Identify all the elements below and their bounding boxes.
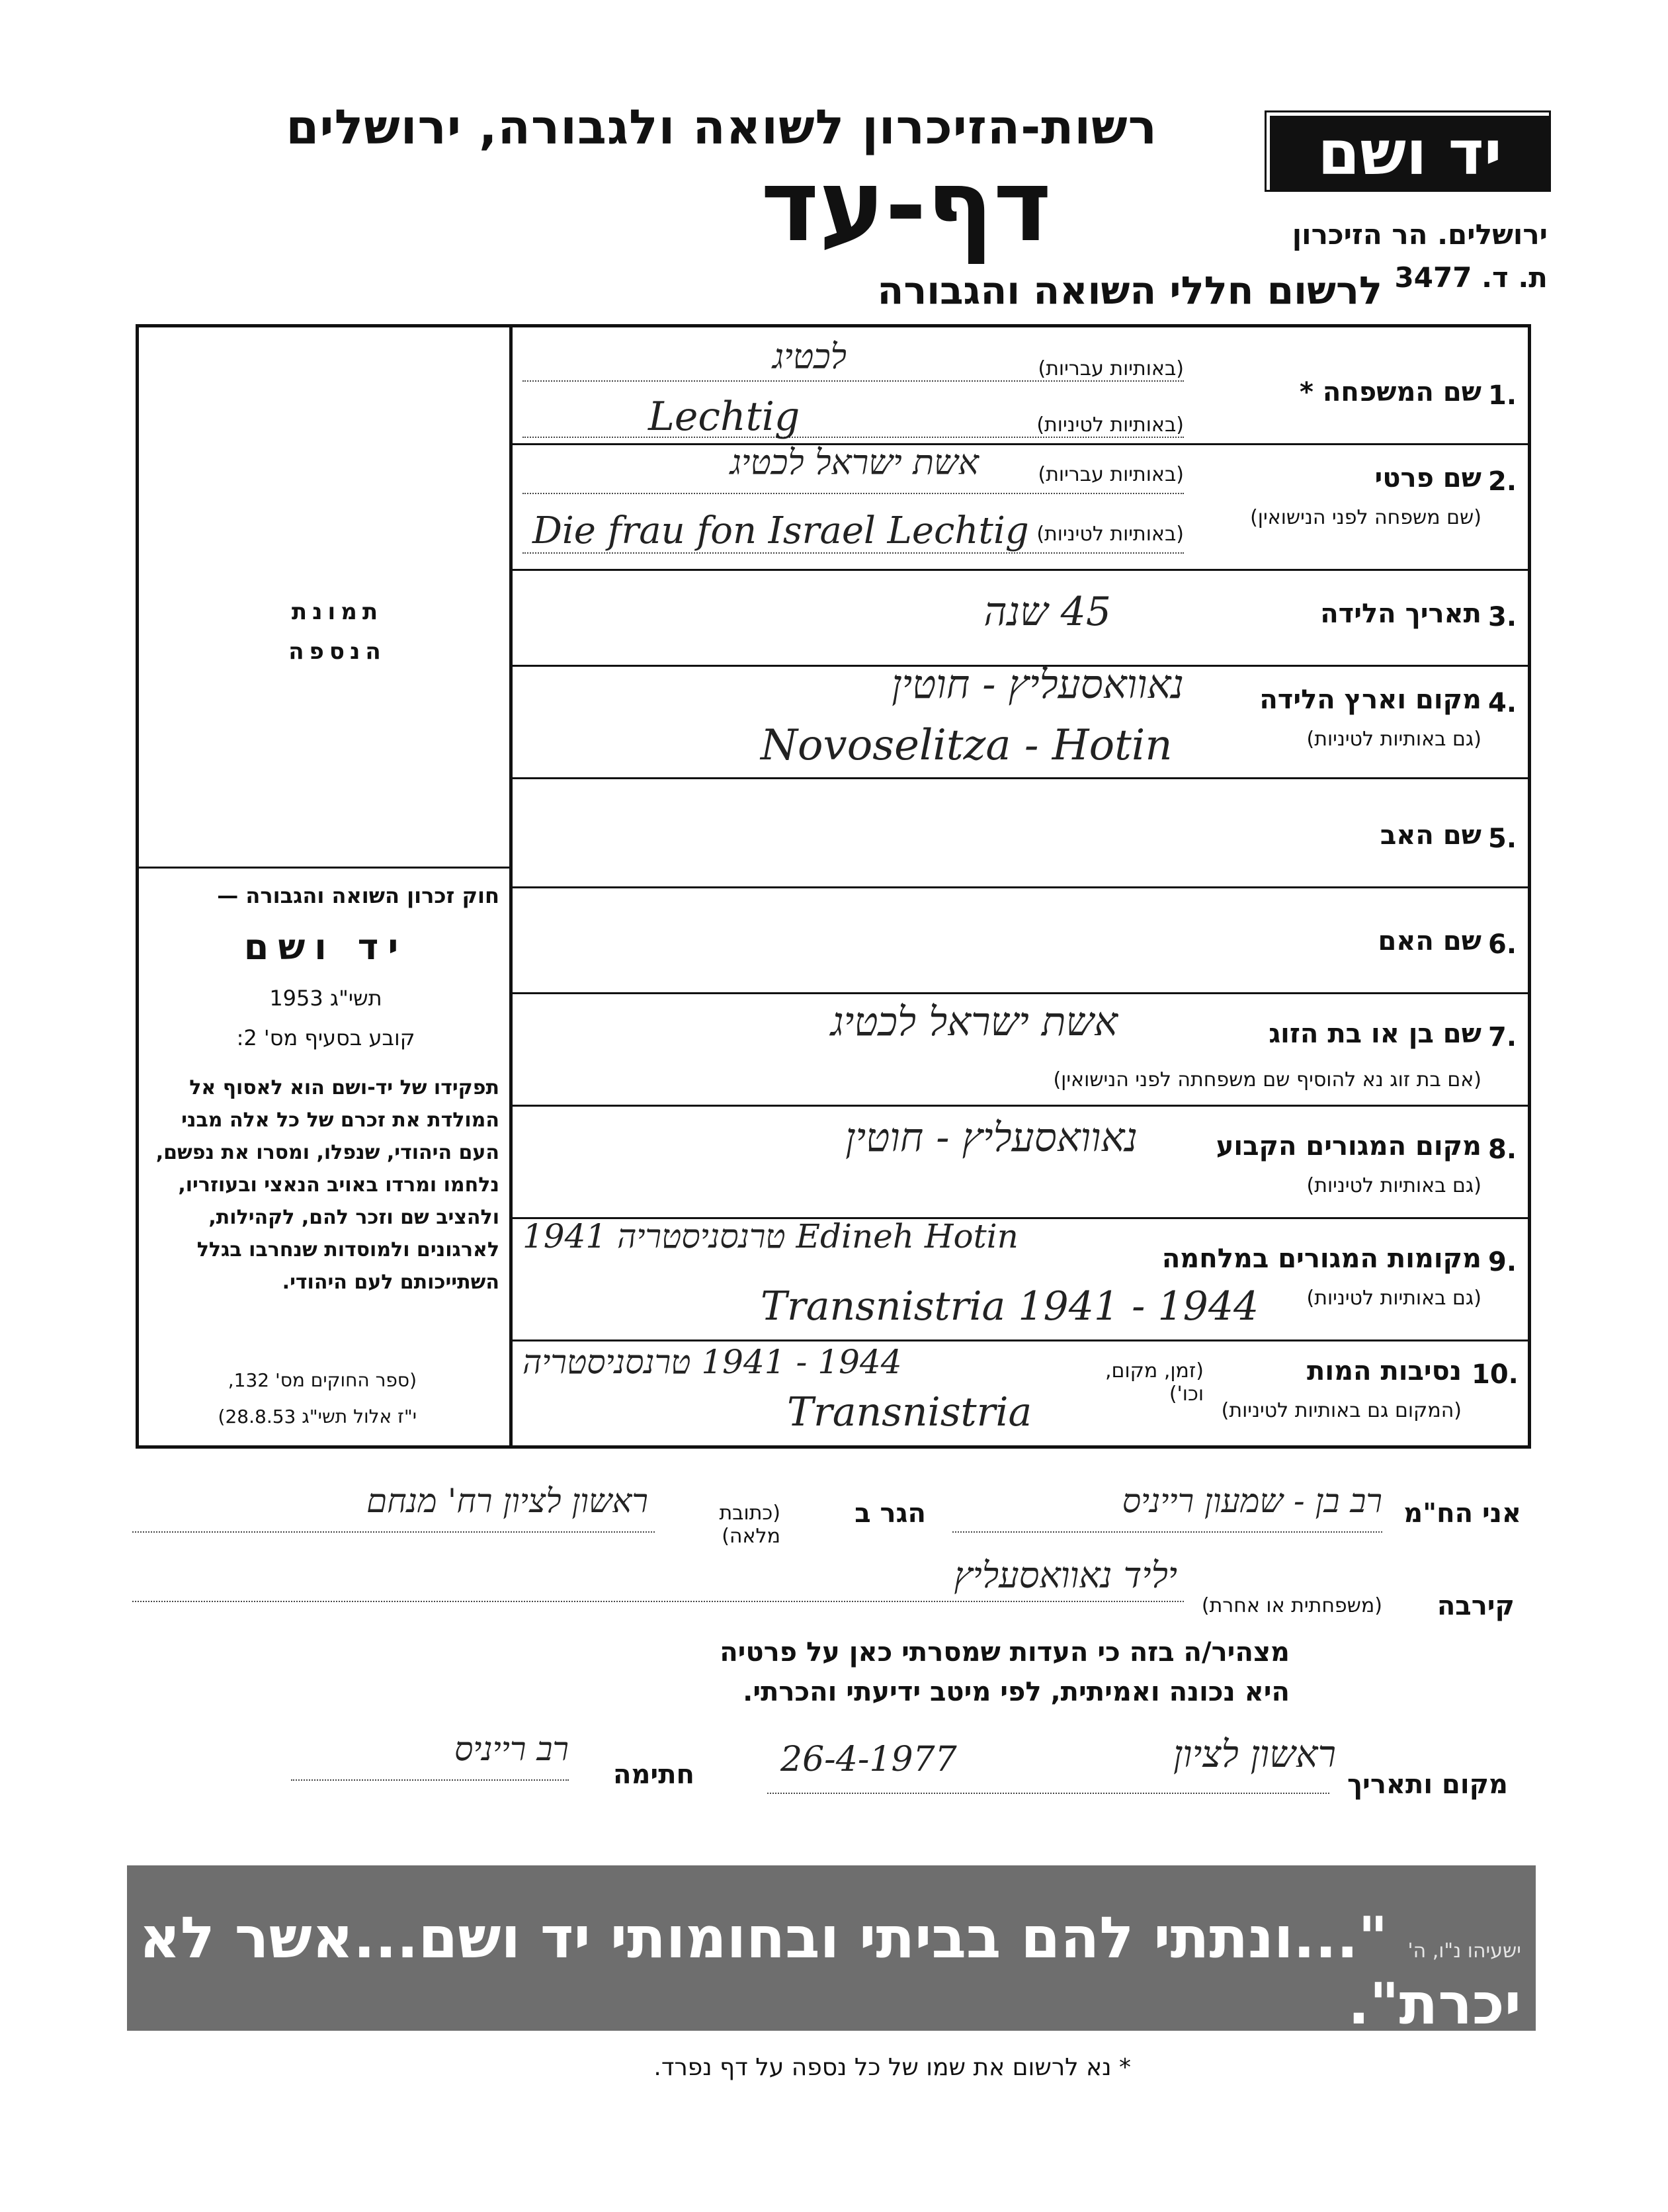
field-note-latin: (גם באותיות לטיניות) [1306, 1287, 1481, 1310]
field-note-place-latin: (המקום גם באותיות לטיניות) [1221, 1399, 1462, 1422]
row-divider [513, 886, 1528, 888]
family-name-hebrew-value: לכטיג [772, 337, 847, 377]
entry-line [132, 1601, 1184, 1602]
banner-quote [139, 1905, 1521, 2037]
date-value: 26-4-1977 [780, 1740, 957, 1779]
field-label-mother-name: שם האם [1378, 926, 1481, 957]
law-clause: קובע בסעיף מס' 2: [236, 1025, 415, 1050]
row-divider [513, 1105, 1528, 1107]
birth-date-value: 45 שנה [983, 589, 1111, 635]
field-label-circumstances-of-death: נסיבות המות [1307, 1356, 1462, 1386]
field-sub-hebrew: (באותיות עבריות) [1038, 463, 1184, 486]
birth-place-latin-value: Novoselitza - Hotin [761, 721, 1173, 770]
footer-note: * נא לרשום את שמו של כל נספה על דף נפרד. [653, 2054, 1131, 2081]
place-value: ראשון לציון [1173, 1733, 1336, 1776]
field-number: 9. [1488, 1247, 1517, 1277]
page-subtitle: לרשום חללי השואה והגבורה [877, 268, 1382, 313]
field-note-latin: (גם באותיות לטיניות) [1306, 728, 1481, 751]
permanent-residence-value: נאוואסעליץ - חוטין [845, 1115, 1138, 1161]
resides-label: הגר ב [855, 1498, 926, 1529]
submitter-name-value: רב בן - שמעון רייניס [1122, 1482, 1382, 1520]
field-note-latin: (גם באותיות לטיניות) [1306, 1174, 1481, 1197]
field-number: 5. [1488, 824, 1517, 854]
entry-line [522, 552, 1184, 554]
place-date-label: מקום ותאריך [1347, 1769, 1508, 1800]
law-year: תשי"ג 1953 [269, 986, 382, 1011]
address-note: (כתובת מלאה) [719, 1502, 780, 1548]
entry-line [767, 1793, 1329, 1794]
entry-line [132, 1531, 655, 1533]
field-sub-latin: (באותיות לטיניות) [1036, 523, 1184, 546]
first-name-hebrew-value: אשת ישראל לכטיג [730, 443, 979, 483]
field-sub-hebrew: (באותיות עבריות) [1038, 357, 1184, 380]
family-name-latin-value: Lechtig [648, 394, 800, 440]
organization-name: רשות-הזיכרון לשואה ולגבורה, ירושלים [286, 99, 1157, 155]
page-title: דף-עד [761, 149, 1052, 264]
field-number: 7. [1488, 1022, 1517, 1052]
field-sub-latin: (באותיות לטיניות) [1036, 413, 1184, 437]
entry-line [291, 1779, 569, 1781]
field-label-father-name: שם האב [1380, 820, 1481, 851]
statement-line-2: היא נכונה ואמיתית, לפי מיטב ידיעתי והכרתי. [743, 1677, 1290, 1707]
yad-vashem-logo: יד ושם [1270, 116, 1550, 191]
statement-line-1: מצהיר/ה בזה כי העדות שמסרתי כאן על פרטיה [720, 1637, 1290, 1668]
field-number: 2. [1488, 466, 1517, 497]
death-place-latin-value: Transnistria [787, 1389, 1032, 1435]
birth-place-hebrew-value: נאוואסעליץ - חוטין [892, 661, 1184, 708]
row-divider [513, 992, 1528, 994]
field-number: 6. [1488, 929, 1517, 960]
kinship-note: (משפחתית או אחרת) [1201, 1594, 1382, 1617]
field-label-wartime-residence: מקומות המגורים במלחמה [1161, 1244, 1481, 1274]
banner-quote-text: "...ונתתי להם בביתי ובחומותי יד ושם...אשר לא יכרת". [139, 1905, 1521, 2037]
entry-line [522, 493, 1184, 494]
law-source: (ספר החוקים מס' 132, [228, 1369, 417, 1391]
law-date: י"ז אלול תשי"ג 28.8.53) [218, 1406, 417, 1427]
field-label-family-name: שם המשפחה * [1300, 377, 1481, 407]
field-note-spouse: (אם בת זוג נא להוסיף שם משפחתה לפני הנישואין) [1053, 1068, 1481, 1091]
field-sub-details: (זמן, מקום, וכו') [1105, 1359, 1204, 1406]
field-label-spouse-name: שם בן או בת הזוג [1269, 1019, 1481, 1049]
address-line-2: ת. ד. 3477 [1394, 261, 1548, 294]
field-number: 1. [1488, 380, 1517, 411]
law-name: יד ושם [243, 926, 408, 968]
law-title: חוק זכרון השואה והגבורה — [217, 883, 499, 908]
field-number: 8. [1488, 1134, 1517, 1165]
address-line-1: ירושלים. הר הזיכרון [1292, 218, 1548, 251]
field-number: 3. [1488, 602, 1517, 632]
field-note-maiden-name: (שם משפחה לפני הנישואין) [1250, 506, 1481, 529]
field-label-birth-place: מקום וארץ הלידה [1259, 685, 1481, 715]
submitter-label: אני הח"מ [1403, 1498, 1521, 1529]
photo-label-line-2: הנספה [288, 638, 386, 665]
wartime-residence-value-2: Transnistria 1941 - 1944 [761, 1283, 1259, 1330]
signature-value: רב רייניס [454, 1730, 569, 1768]
law-text: תפקידו של יד-ושם הוא לאסוף אל המולדת את זכרם של כל אלה מבני העם היהודי, שנפלו, ומסרו את נפשם, נלחמו ומרדו באויב הנאצי ובעוזריו, ולהציב שם וזכר להם, לקהילות, לארגונים ולמוסדות שנחרבו בגלל השתייכותם לעם היהודי. [155, 1076, 499, 1294]
field-number: 4. [1488, 688, 1517, 718]
field-label-permanent-residence: מקום המגורים הקבוע [1216, 1131, 1481, 1162]
address-value: ראשון לציון רח' מנחם [366, 1482, 648, 1520]
entry-line [522, 437, 1184, 438]
field-label-first-name: שם פרטי [1374, 463, 1481, 493]
field-label-birth-date: תאריך הלידה [1320, 599, 1481, 629]
row-divider [513, 777, 1528, 779]
row-divider [513, 1340, 1528, 1341]
signature-label: חתימה [612, 1760, 694, 1790]
circumstances-of-death-value: 1944 - 1941 טרנסניסטריה [522, 1343, 902, 1381]
field-number: 10. [1472, 1359, 1519, 1390]
wartime-residence-value-1: Edineh Hotin טרנסניסטריה 1941 [522, 1217, 1019, 1255]
entry-line [952, 1531, 1382, 1533]
row-divider [513, 569, 1528, 571]
kinship-value: יליד נאוואסעליץ [954, 1554, 1177, 1596]
entry-line [522, 380, 1184, 382]
banner-reference: ישעיהו נ"ו, ה' [1407, 1939, 1521, 1963]
left-panel-divider [139, 867, 509, 869]
spouse-name-value: אשת ישראל לכטיג [830, 999, 1118, 1045]
photo-label-line-1: תמונת [291, 599, 384, 625]
first-name-latin-value: Die frau fon Israel Lechtig [532, 509, 1029, 552]
kinship-label: קירבה [1437, 1591, 1515, 1621]
